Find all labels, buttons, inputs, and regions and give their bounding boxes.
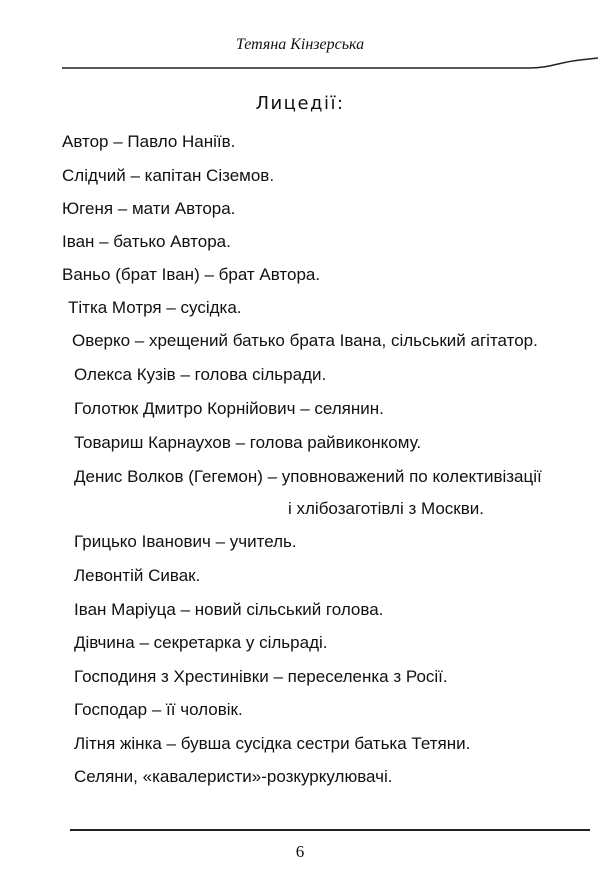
cast-list-item: Оверко – хрещений батько брата Івана, сільський агітатор. <box>72 331 538 350</box>
cast-list-item: Автор – Павло Наніїв. <box>62 132 236 151</box>
cast-list-item: Товариш Карнаухов – голова райвиконкому. <box>74 433 422 452</box>
cast-list-item: Ваньо (брат Іван) – брат Автора. <box>62 265 321 284</box>
header-rule <box>60 50 600 74</box>
running-header-author: Тетяна Кінзерська <box>235 36 365 53</box>
cast-list-item: Дівчина – секретарка у сільраді. <box>74 633 328 652</box>
cast-list-item: Іван – батько Автора. <box>62 232 231 251</box>
cast-list-item: і хлібозаготівлі з Москви. <box>288 499 484 518</box>
footer-rule <box>70 829 590 831</box>
page-title: Лицедії: <box>255 93 345 114</box>
cast-list-item: Тітка Мотря – сусідка. <box>68 298 242 317</box>
cast-list-item: Левонтій Сивак. <box>74 566 201 585</box>
cast-list-item: Голотюк Дмитро Корнійович – селянин. <box>74 399 384 418</box>
cast-list-item: Грицько Іванович – учитель. <box>74 532 297 551</box>
cast-list-item: Господиня з Хрестинівки – переселенка з Росії. <box>74 667 448 686</box>
cast-list-item: Господар – її чоловік. <box>74 700 243 719</box>
cast-list-item: Селяни, «кавалеристи»-розкуркулювачі. <box>74 767 393 786</box>
cast-list-item: Іван Маріуца – новий сільський голова. <box>74 600 384 619</box>
cast-list-item: Денис Волков (Гегемон) – уповноважений по колективізації <box>74 467 542 486</box>
cast-list-item: Олекса Кузів – голова сільради. <box>74 365 327 384</box>
cast-list-item: Слідчий – капітан Сіземов. <box>62 166 275 185</box>
page-number: 6 <box>295 842 305 861</box>
cast-list-item: Літня жінка – бувша сусідка сестри батька Тетяни. <box>74 734 471 753</box>
cast-list-item: Югеня – мати Автора. <box>62 199 236 218</box>
